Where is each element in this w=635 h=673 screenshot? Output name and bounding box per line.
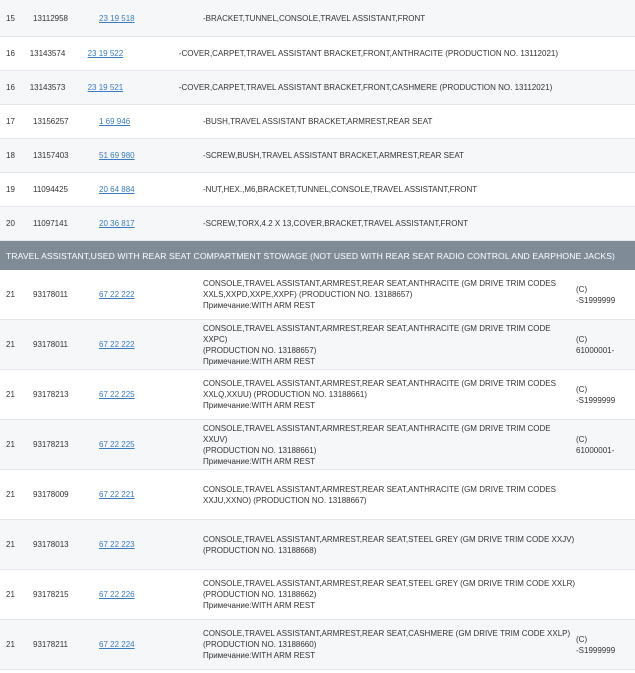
catalog-link-cell [99, 539, 203, 550]
applicability [576, 384, 635, 406]
catalog-link[interactable]: 67 22 223 [99, 540, 135, 549]
applicability [576, 334, 635, 356]
description-note: Примечание:WITH ARM REST [203, 401, 316, 410]
description-note: Примечание:WITH ARM REST [203, 456, 316, 466]
part-description: -NUT,HEX.,M6,BRACKET,TUNNEL,CONSOLE,TRAVEL ASSISTANT,FRONT [203, 185, 478, 194]
catalog-link-cell [99, 639, 203, 650]
description-line: (PRODUCTION NO. 13188662) [203, 590, 317, 599]
pos-number: 19 [6, 185, 15, 194]
oem-number: 93178213 [33, 390, 69, 399]
catalog-link[interactable]: 67 22 225 [99, 440, 135, 449]
description-line: CONSOLE,TRAVEL ASSISTANT,ARMREST,REAR SEAT,ANTHRACITE (GM DRIVE TRIM CODES [203, 484, 556, 494]
oem-number: 93178011 [33, 340, 68, 349]
applicability-code: (C) [576, 634, 588, 644]
applicability-range: 61000001- [576, 445, 615, 455]
pos-number: 21 [6, 490, 15, 499]
catalog-link[interactable]: 67 22 226 [99, 590, 135, 599]
catalog-link-cell [99, 289, 203, 300]
part-description: -BUSH,TRAVEL ASSISTANT BRACKET,ARMREST,REAR SEAT [203, 117, 433, 126]
section-header: TRAVEL ASSISTANT,USED WITH REAR SEAT COMPARTMENT STOWAGE (NOT USED WITH REAR SEAT RADIO CONTROL AND EARPHONE JACKS) [0, 241, 635, 270]
part-description: -BRACKET,TUNNEL,CONSOLE,TRAVEL ASSISTANT,FRONT [203, 13, 426, 23]
pos-number: 16 [6, 49, 15, 58]
pos-number: 21 [6, 440, 15, 449]
pos-number: 20 [6, 219, 15, 228]
part-description [203, 484, 576, 506]
pos-number: 21 [6, 340, 15, 349]
description-line: (PRODUCTION NO. 13188668) [203, 545, 317, 555]
catalog-link[interactable]: 67 22 222 [99, 340, 135, 349]
catalog-link[interactable]: 67 22 224 [99, 640, 135, 649]
catalog-link-cell [99, 116, 203, 127]
table-row [0, 570, 635, 620]
part-description [203, 578, 576, 611]
table-row [0, 370, 635, 420]
table-row [0, 470, 635, 520]
oem-number: 13156257 [33, 117, 69, 126]
catalog-link[interactable]: 67 22 221 [99, 490, 135, 499]
applicability-code: (C) [576, 434, 588, 444]
part-description: -COVER,CARPET,TRAVEL ASSISTANT BRACKET,FRONT,ANTHRACITE (PRODUCTION NO. 13112021) [178, 49, 559, 58]
oem-number: 13143574 [29, 49, 66, 58]
pos-number: 18 [6, 151, 15, 160]
description-line: CONSOLE,TRAVEL ASSISTANT,ARMREST,REAR SEAT,STEEL GREY (GM DRIVE TRIM CODE XXJV) [203, 534, 575, 544]
table-row [0, 0, 635, 37]
applicability-range: -S1999999 [576, 645, 616, 655]
table-row [0, 320, 635, 370]
part-description [203, 534, 576, 556]
part-description [203, 628, 576, 661]
catalog-link[interactable]: 67 22 222 [99, 290, 135, 299]
oem-number: 11097141 [33, 219, 68, 228]
pos-number: 21 [6, 390, 15, 399]
description-line: (PRODUCTION NO. 13188661) [203, 445, 317, 455]
table-row [0, 520, 635, 570]
pos-number: 21 [6, 540, 15, 549]
catalog-link-cell [88, 82, 179, 93]
oem-number: 93178215 [33, 590, 69, 599]
oem-number: 93178013 [33, 540, 69, 549]
part-description [203, 423, 576, 467]
applicability-range: -S1999999 [576, 295, 616, 305]
description-line: CONSOLE,TRAVEL ASSISTANT,ARMREST,REAR SEAT,ANTHRACITE (GM DRIVE TRIM CODE XXPC) [203, 323, 551, 344]
description-line: XXLQ,XXUU) (PRODUCTION NO. 13188661) [203, 390, 368, 399]
description-note: Примечание:WITH ARM REST [203, 651, 316, 660]
catalog-link-cell [88, 48, 179, 59]
oem-number: 93178011 [33, 290, 68, 299]
oem-number: 13143573 [29, 83, 66, 92]
description-line: CONSOLE,TRAVEL ASSISTANT,ARMREST,REAR SEAT,CASHMERE (GM DRIVE TRIM CODE XXLP) [203, 629, 571, 638]
description-line: XXLS,XXPD,XXPE,XXPF) (PRODUCTION NO. 13188657) [203, 290, 413, 299]
table-row [0, 37, 635, 71]
applicability-code: (C) [576, 284, 588, 294]
part-description [203, 278, 576, 311]
catalog-link-cell [99, 150, 203, 161]
catalog-link-cell [99, 184, 203, 195]
description-note: Примечание:WITH ARM REST [203, 301, 316, 310]
pos-number: 15 [6, 13, 15, 23]
table-row [0, 620, 635, 670]
table-row [0, 173, 635, 207]
catalog-link-cell [99, 589, 203, 600]
description-note: Примечание:WITH ARM REST [203, 356, 316, 366]
description-line: CONSOLE,TRAVEL ASSISTANT,ARMREST,REAR SEAT,ANTHRACITE (GM DRIVE TRIM CODE XXUV) [203, 423, 551, 444]
oem-number: 93178009 [33, 490, 69, 499]
description-line: CONSOLE,TRAVEL ASSISTANT,ARMREST,REAR SEAT,ANTHRACITE (GM DRIVE TRIM CODES [203, 279, 556, 288]
applicability-range: -S1999999 [576, 395, 616, 405]
part-description: -COVER,CARPET,TRAVEL ASSISTANT BRACKET,FRONT,CASHMERE (PRODUCTION NO. 13112021) [178, 83, 553, 92]
catalog-link[interactable]: 23 19 522 [87, 49, 124, 58]
applicability-code: (C) [576, 334, 588, 344]
description-line: (PRODUCTION NO. 13188657) [203, 345, 317, 355]
catalog-link-cell [99, 339, 203, 350]
applicability-code: (C) [576, 384, 588, 394]
pos-number: 17 [6, 117, 15, 126]
catalog-link[interactable]: 23 19 521 [87, 83, 124, 92]
oem-number: 93178211 [33, 640, 68, 649]
catalog-link-cell [99, 13, 203, 24]
catalog-link[interactable]: 67 22 225 [99, 390, 135, 399]
table-row [0, 420, 635, 470]
oem-number: 11094425 [33, 185, 68, 194]
applicability-range: 61000001- [576, 345, 615, 355]
pos-number: 21 [6, 290, 15, 299]
table-row [0, 71, 635, 105]
catalog-link-cell [99, 489, 203, 500]
applicability [576, 634, 635, 656]
description-note: Примечание:WITH ARM REST [203, 601, 316, 610]
part-description: -SCREW,BUSH,TRAVEL ASSISTANT BRACKET,ARMREST,REAR SEAT [203, 151, 464, 160]
pos-number: 21 [6, 590, 15, 599]
applicability [576, 284, 635, 306]
description-line: CONSOLE,TRAVEL ASSISTANT,ARMREST,REAR SEAT,ANTHRACITE (GM DRIVE TRIM CODES [203, 379, 556, 388]
catalog-link-cell [99, 389, 203, 400]
catalog-link-cell [99, 218, 203, 229]
catalog-link[interactable]: 1 69 946 [99, 117, 131, 126]
table-row [0, 105, 635, 139]
part-description [203, 378, 576, 411]
catalog-link[interactable]: 51 69 980 [99, 151, 135, 160]
oem-number: 93178213 [33, 440, 69, 449]
description-line: (PRODUCTION NO. 13188660) [203, 640, 317, 649]
oem-number: 13112958 [33, 13, 68, 23]
table-row [0, 270, 635, 320]
catalog-link[interactable]: 20 64 884 [99, 185, 135, 194]
catalog-link-cell [99, 439, 203, 450]
part-description: -SCREW,TORX,4.2 X 13,COVER,BRACKET,TRAVEL ASSISTANT,FRONT [203, 219, 469, 228]
applicability [576, 434, 635, 456]
table-row [0, 139, 635, 173]
table-row [0, 207, 635, 241]
catalog-link[interactable]: 23 19 518 [99, 13, 135, 23]
description-line: CONSOLE,TRAVEL ASSISTANT,ARMREST,REAR SEAT,STEEL GREY (GM DRIVE TRIM CODE XXLR) [203, 579, 576, 588]
part-description [203, 323, 576, 367]
description-line: XXJU,XXNO) (PRODUCTION NO. 13188667) [203, 495, 367, 505]
pos-number: 16 [6, 83, 15, 92]
catalog-link[interactable]: 20 36 817 [99, 219, 135, 228]
pos-number: 21 [6, 640, 15, 649]
oem-number: 13157403 [33, 151, 69, 160]
